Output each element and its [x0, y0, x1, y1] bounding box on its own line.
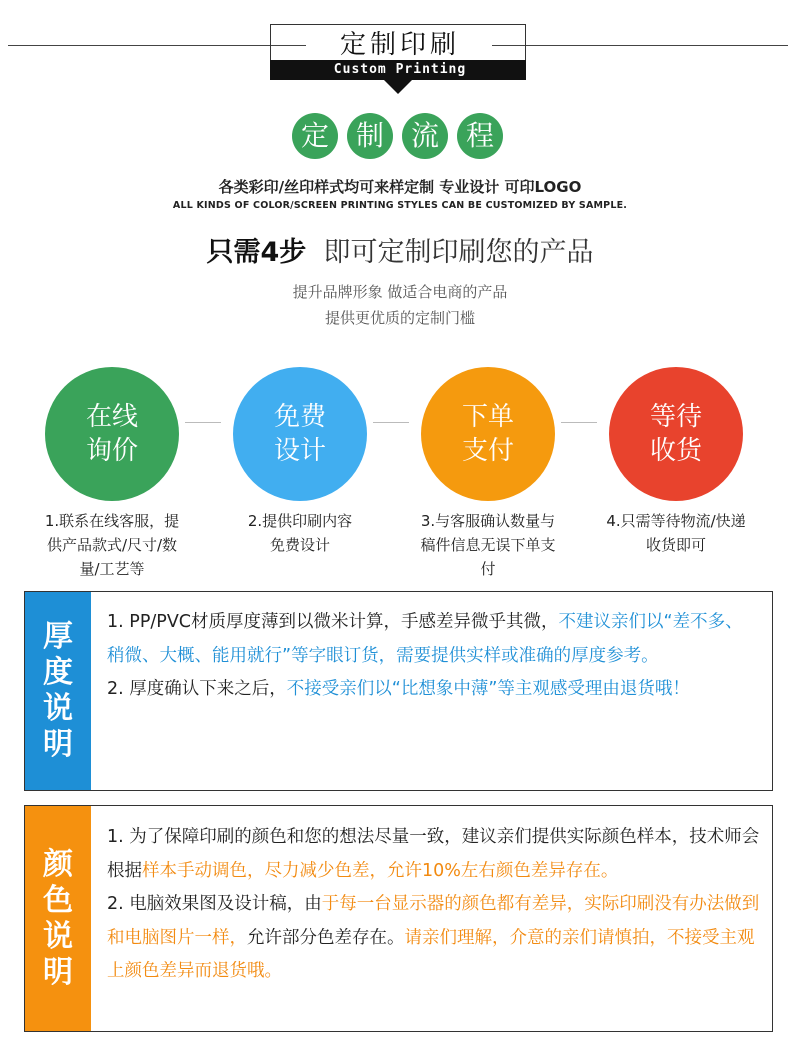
step-3-desc-line: 稿件信息无误下单支 [420, 536, 556, 554]
step-4-label-2: 收货 [649, 436, 702, 466]
step-circle-receive [609, 367, 743, 501]
side-char: 厚 [43, 619, 73, 654]
step-1-desc-line: 1.联系在线客服，提 [44, 512, 180, 530]
color-note-text [107, 821, 760, 989]
side-char: 度 [43, 655, 73, 690]
step-circle-design [233, 367, 367, 501]
text-highlight-orange: 样本手动调色，尽力减少色差，允许10%左右颜色差异存在。 [142, 860, 619, 881]
process-headline [0, 230, 800, 269]
step-1-desc-line: 供产品款式/尺寸/数 [46, 536, 178, 554]
process-headline-bold: 只需4步 [206, 237, 307, 268]
text-normal: 1. 为了保障印刷的颜色和您的想法尽量一致，建议亲们提供实际颜色样本，技术师会根据 [107, 827, 760, 881]
process-char-4: 程 [457, 113, 503, 159]
side-char: 明 [43, 727, 73, 762]
process-slogan-2: 提供更优质的定制门槛 [324, 309, 475, 327]
step-3-description [408, 509, 568, 581]
thickness-note-box [24, 591, 773, 791]
step-2-label-2: 设计 [273, 436, 326, 466]
step-3-label-2: 支付 [461, 436, 514, 466]
step-2-description [220, 509, 380, 557]
step-4-description [596, 509, 756, 557]
step-2-desc-line: 免费设计 [269, 536, 330, 554]
thickness-side-label [25, 592, 91, 790]
down-arrow-icon [384, 80, 412, 94]
process-headline-rest: 即可定制印刷您的产品 [323, 237, 594, 268]
process-tagline: 各类彩印/丝印样式均可来样定制 专业设计 可印LOGO [218, 178, 582, 196]
color-side-label [25, 806, 91, 1031]
side-char: 色 [43, 882, 73, 918]
step-3-desc-line: 付 [480, 560, 496, 578]
text-normal: 2. 厚度确认下来之后， [107, 679, 287, 699]
side-char: 说 [43, 691, 73, 726]
thickness-note-text [107, 606, 760, 707]
step-4-desc-line: 4.只需等待物流/快递 [606, 512, 746, 530]
color-note-box [24, 805, 773, 1032]
thickness-paragraph-2 [107, 673, 760, 707]
step-connector [561, 422, 597, 423]
text-highlight-blue: 不接受亲们以“比想象中薄”等主观感受理由退货哦！ [286, 679, 690, 699]
process-char-1: 定 [292, 113, 338, 159]
text-normal: 2. 电脑效果图及设计稿，由 [107, 894, 322, 914]
step-connector [185, 422, 221, 423]
step-1-label-2: 询价 [85, 436, 138, 466]
step-circle-inquiry [45, 367, 179, 501]
text-normal: 1. PP/PVC材质厚度薄到以微米计算，手感差异微乎其微， [107, 612, 559, 632]
side-char: 明 [43, 954, 73, 990]
step-2-label-1: 免费 [273, 402, 326, 432]
color-paragraph-2 [107, 888, 760, 989]
step-1-description [32, 509, 192, 581]
step-3-label-1: 下单 [461, 402, 514, 432]
step-3-desc-line: 3.与客服确认数量与 [420, 512, 556, 530]
color-paragraph-1 [107, 821, 760, 888]
step-1-label-1: 在线 [85, 402, 138, 432]
process-slogan-1: 提升品牌形象 做适合电商的产品 [292, 283, 508, 301]
side-char: 颜 [43, 846, 73, 882]
page-title: 定制印刷 [339, 30, 460, 60]
text-highlight-blue: 不建议亲们以“差不多、稍微、大概、能用就行”等字眼订货，需要提供实样或准确的厚度参考。 [107, 612, 743, 666]
text-normal: 允许部分色差存在。 [247, 927, 405, 948]
text-highlight-orange: 请亲们理解，介意的亲们请慎拍，不接受主观上颜色差异而退货哦。 [107, 927, 755, 981]
step-4-label-1: 等待 [649, 402, 702, 432]
step-1-desc-line: 量/工艺等 [79, 560, 145, 578]
step-2-desc-line: 2.提供印刷内容 [247, 512, 353, 530]
step-4-desc-line: 收货即可 [645, 536, 706, 554]
step-circle-order [421, 367, 555, 501]
process-tagline-en: ALL KINDS OF COLOR/SCREEN PRINTING STYLES CAN BE CUSTOMIZED BY SAMPLE. [172, 200, 628, 211]
step-connector [373, 422, 409, 423]
side-char: 说 [43, 918, 73, 954]
text-highlight-orange: 于每一台显示器的颜色都有差异，实际印刷没有办法做到和电脑图片一样， [107, 894, 760, 948]
page-subtitle: Custom Printing [333, 62, 467, 77]
process-char-3: 流 [402, 113, 448, 159]
thickness-paragraph-1 [107, 606, 760, 673]
process-char-2: 制 [347, 113, 393, 159]
